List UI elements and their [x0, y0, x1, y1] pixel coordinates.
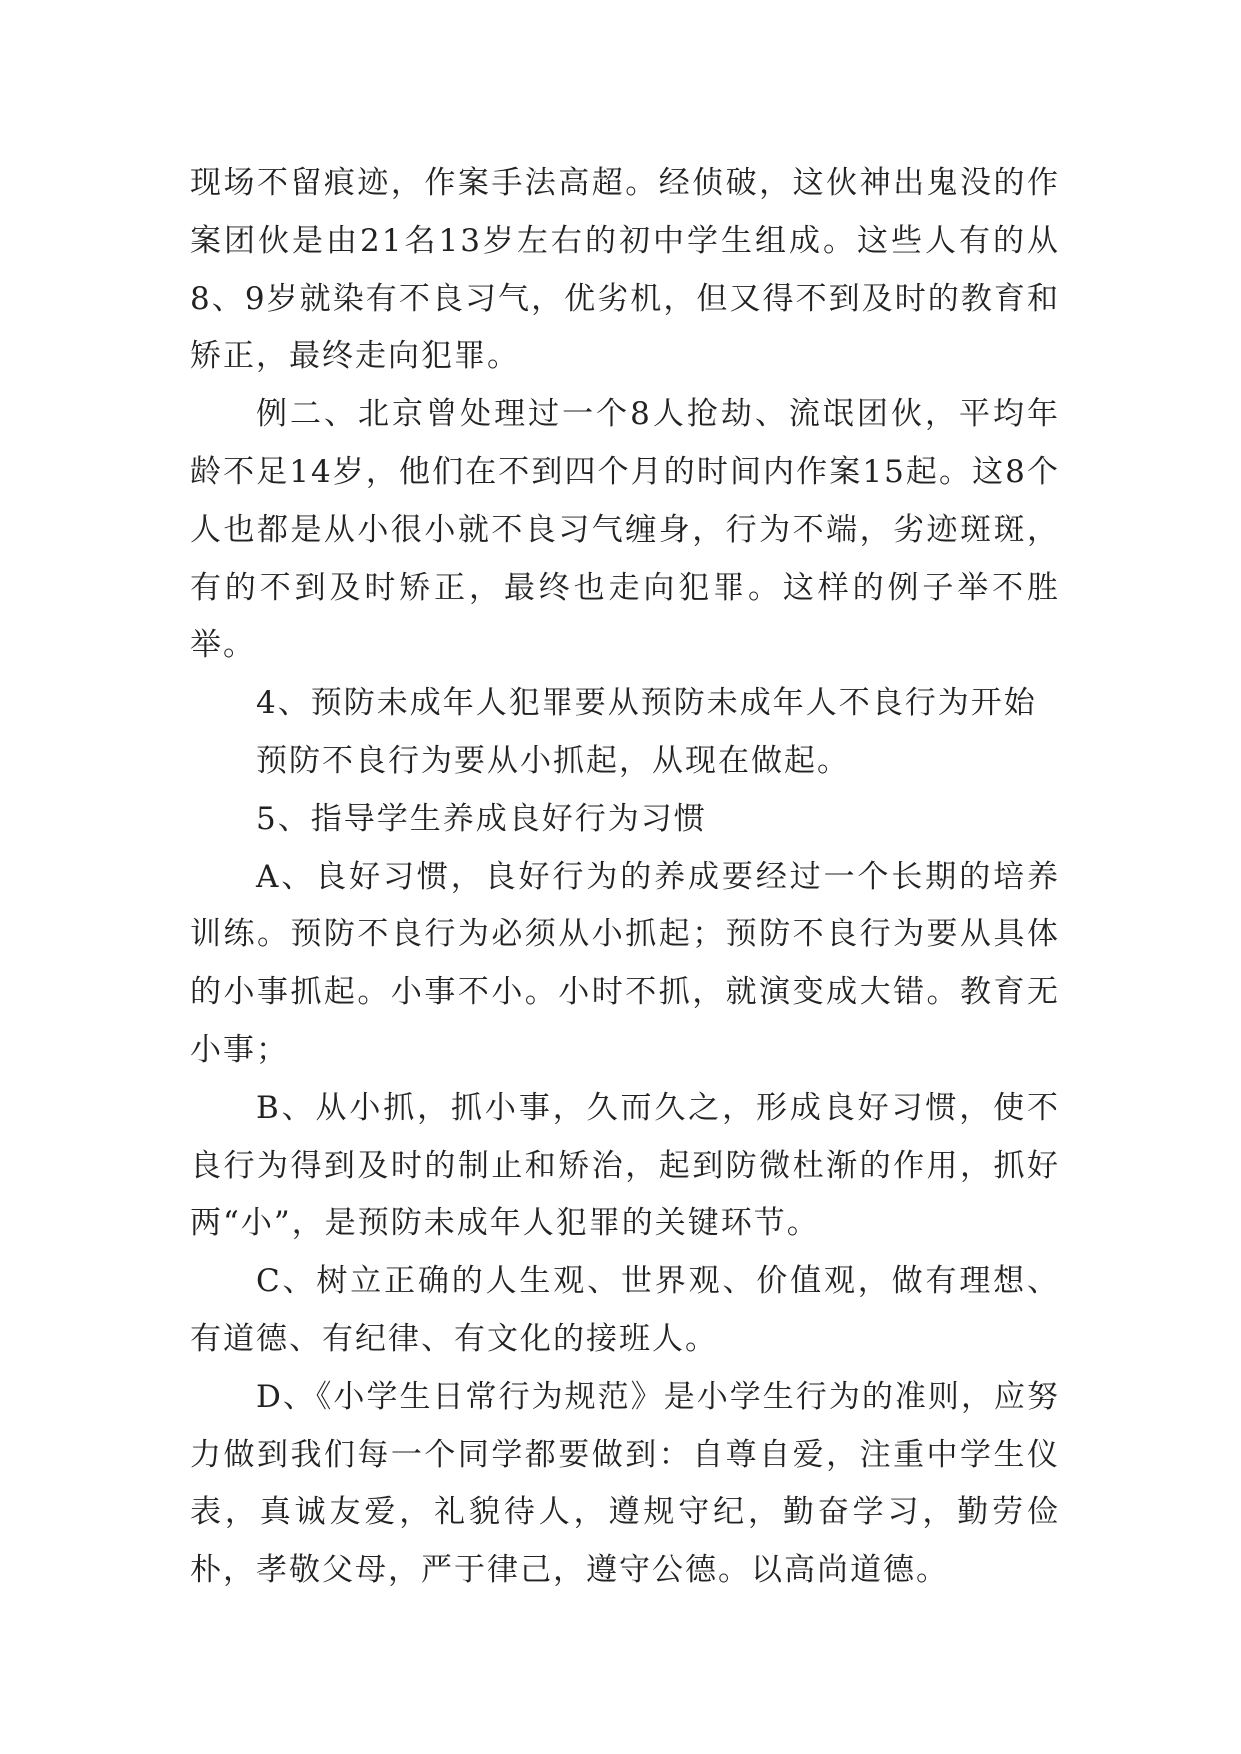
paragraph-item-c: C、树立正确的人生观、世界观、价值观，做有理想、有道德、有纪律、有文化的接班人。 — [190, 1263, 1060, 1357]
paragraph-section-4: 预防不良行为要从小抓起，从现在做起。 — [256, 742, 850, 779]
paragraph-continuation: 现场不留痕迹，作案手法高超。经侦破，这伙神出鬼没的作案团伙是由21名13岁左右的初中学生组成。这些人有的从8、9岁就染有不良习气，优劣机，但又得不到及时的教育和矫正，最终走向犯罪。 — [190, 165, 1060, 375]
paragraph-example-two: 例二、北京曾处理过一个8人抢劫、流氓团伙，平均年龄不足14岁，他们在不到四个月的时间内作案15起。这8个人也都是从小很小就不良习气缠身，行为不端，劣迹斑斑，有的不到及时矫正，最终也走向犯罪。这样的例子举不胜举。 — [190, 396, 1060, 664]
heading-section-4: 4、预防未成年人犯罪要从预防未成年人不良行为开始 — [256, 685, 1037, 722]
paragraph-item-a: A、良好习惯，良好行为的养成要经过一个长期的培养训练。预防不良行为必须从小抓起；预防不良行为要从具体的小事抓起。小事不小。小时不抓，就演变成大错。教育无小事； — [190, 858, 1060, 1068]
paragraph-item-d: D、《小学生日常行为规范》是小学生行为的准则，应努力做到我们每一个同学都要做到：自尊自爱，注重中学生仪表，真诚友爱，礼貌待人，遵规守纪，勤奋学习，勤劳俭朴，孝敬父母，严于律己，遵守公德。以高尚道德。 — [190, 1378, 1060, 1589]
heading-section-5: 5、指导学生养成良好行为习惯 — [256, 800, 707, 837]
paragraph-item-b: B、从小抓，抓小事，久而久之，形成良好习惯，使不良行为得到及时的制止和矫治，起到防微杜渐的作用，抓好两“小”，是预防未成年人犯罪的关键环节。 — [190, 1089, 1060, 1242]
document-body — [190, 155, 1060, 1600]
